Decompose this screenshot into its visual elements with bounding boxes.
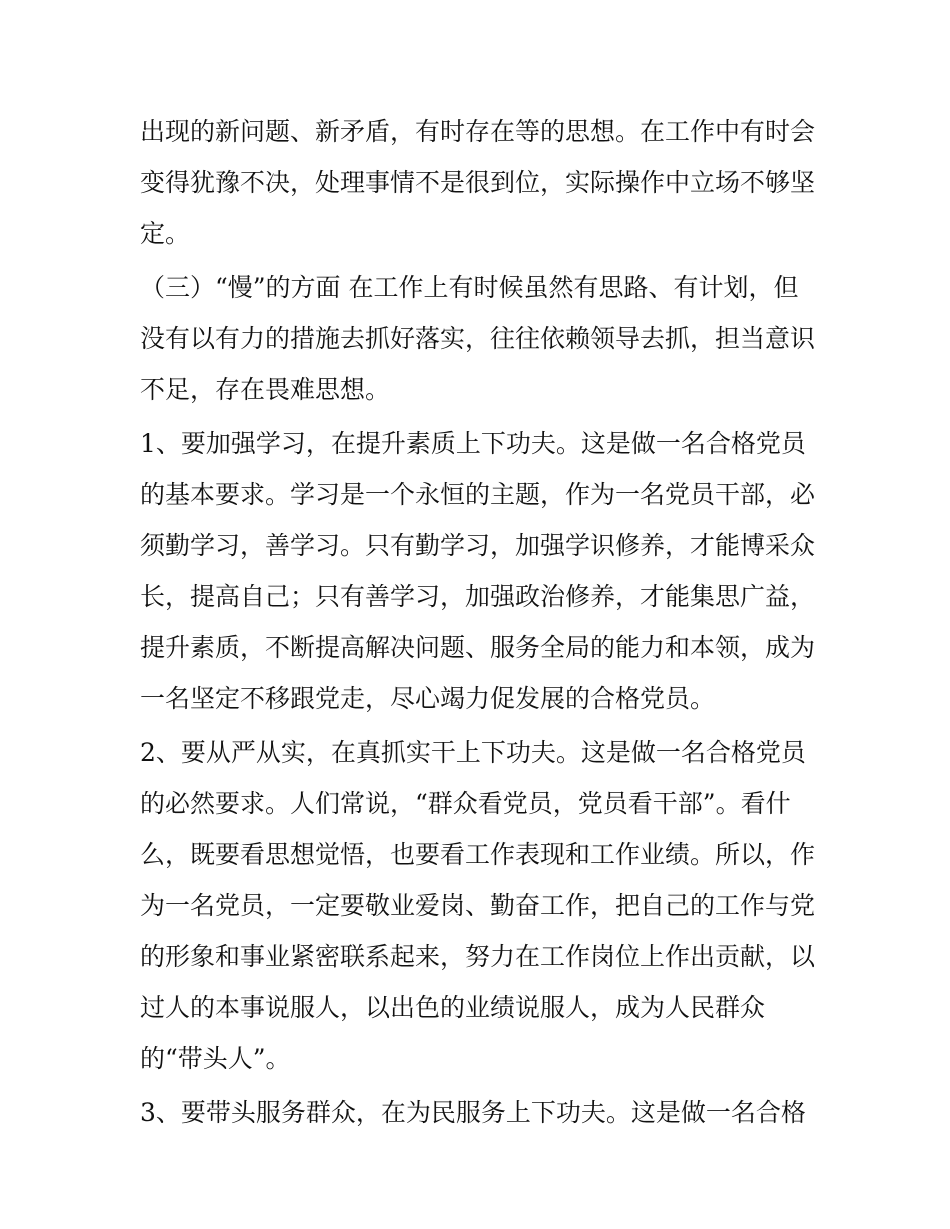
text-line: 的“带头人”。	[140, 1044, 291, 1073]
text-line: 的基本要求。学习是一个永恒的主题，作为一名党员干部，必	[140, 480, 816, 509]
text-line: 过人的本事说服人，以出色的业绩说服人，成为人民群众	[140, 993, 766, 1022]
text-line: 的形象和事业紧密联系起来，努力在工作岗位上作出贡献，以	[140, 942, 816, 971]
text-line: 不足，存在畏难思想。	[140, 375, 391, 404]
text-line: 2、要从严从实，在真抓实干上下功夫。这是做一名合格党员	[140, 738, 806, 767]
document-body	[140, 106, 820, 1138]
text-line: 么，既要看思想觉悟，也要看工作表现和工作业绩。所以，作	[140, 840, 816, 869]
text-line: （三）“慢”的方面 在工作上有时候虽然有思路、有计划，但	[140, 273, 799, 302]
text-line: 须勤学习，善学习。只有勤学习，加强学识修养，才能博采众	[140, 531, 816, 560]
text-line: 1、要加强学习，在提升素质上下功夫。这是做一名合格党员	[140, 429, 806, 458]
text-line: 提升素质，不断提高解决问题、服务全局的能力和本领，成为	[140, 633, 816, 662]
text-line: 3、要带头服务群众，在为民服务上下功夫。这是做一名合格	[140, 1098, 806, 1127]
text-line: 的必然要求。人们常说，“群众看党员，党员看干部”。看什	[140, 789, 791, 818]
text-line: 长，提高自己；只有善学习，加强政治修养，才能集思广益，	[140, 582, 816, 611]
text-line: 没有以有力的措施去抓好落实，往往依赖领导去抓，担当意识	[140, 324, 816, 353]
text-line: 出现的新问题、新矛盾，有时存在等的思想。在工作中有时会	[140, 117, 816, 146]
text-line: 为一名党员，一定要敬业爱岗、勤奋工作，把自己的工作与党	[140, 891, 816, 920]
text-line: 定。	[140, 219, 191, 248]
text-line: 变得犹豫不决，处理事情不是很到位，实际操作中立场不够坚	[140, 168, 816, 197]
text-line: 一名坚定不移跟党走，尽心竭力促发展的合格党员。	[140, 684, 716, 713]
